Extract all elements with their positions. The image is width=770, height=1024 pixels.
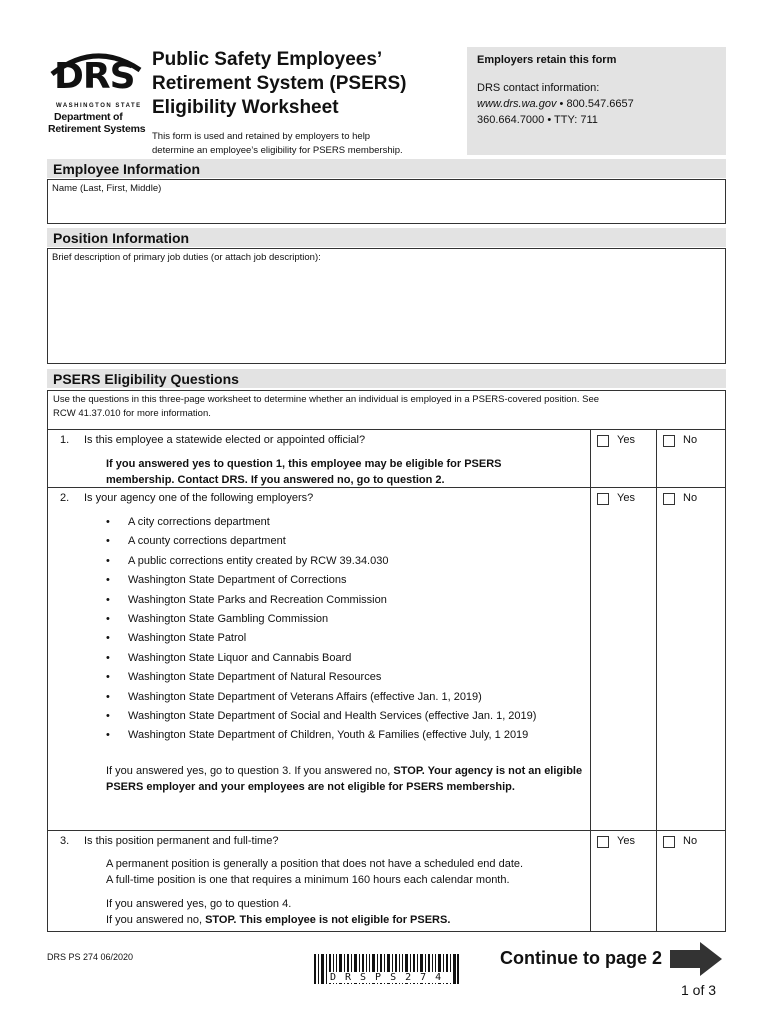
question-3-no-label: No xyxy=(683,835,698,847)
question-3-no-cell xyxy=(657,831,725,932)
form-intro-line-1: This form is used and retained by employers to help xyxy=(152,131,371,142)
question-2-yes-cell xyxy=(591,488,657,830)
question-2-no-label: No xyxy=(683,492,698,504)
question-1-main xyxy=(48,430,591,487)
barcode xyxy=(314,954,459,984)
question-3-yes-label: Yes xyxy=(617,835,635,847)
question-2-text: Is your agency one of the following employers? xyxy=(84,492,314,504)
phone-local-tty: 360.664.7000 • TTY: 711 xyxy=(477,114,598,126)
job-duties-field[interactable] xyxy=(47,248,726,364)
website-link[interactable]: www.drs.wa.gov xyxy=(477,98,557,110)
question-1-note-line-2: membership. Contact DRS. If you answered no, go to question 2. xyxy=(106,474,445,486)
form-intro-line-2: determine an employee’s eligibility for PSERS membership. xyxy=(152,145,403,156)
question-1-yes-cell xyxy=(591,430,657,487)
contact-label: DRS contact information: xyxy=(477,82,600,94)
question-1-no-cell xyxy=(657,430,725,487)
list-item: • Washington State Liquor and Cannabis Board xyxy=(106,650,590,666)
question-2-no-checkbox[interactable] xyxy=(663,493,675,505)
question-2-main xyxy=(48,488,591,830)
arrow-right-icon xyxy=(670,942,722,976)
question-3-instructions xyxy=(106,896,586,928)
question-2-note xyxy=(106,763,586,795)
question-3-main xyxy=(48,831,591,932)
question-3-no-stop: STOP. This employee is not eligible for PSERS. xyxy=(205,914,451,926)
question-3-def-fulltime: A full-time position is one that requires a minimum 160 hours each calendar month. xyxy=(106,874,510,886)
question-3-yes-checkbox[interactable] xyxy=(597,836,609,848)
barcode-text: DRSPS274 xyxy=(330,972,451,983)
question-3-yes-instruction: If you answered yes, go to question 4. xyxy=(106,898,292,910)
list-item: • Washington State Department of Corrections xyxy=(106,572,590,588)
logo-state: WASHINGTON STATE xyxy=(56,103,142,109)
question-3-number: 3. xyxy=(60,835,70,847)
employee-name-label: Name (Last, First, Middle) xyxy=(52,183,162,194)
question-3-no-plain: If you answered no, xyxy=(106,914,206,926)
question-3-text: Is this position permanent and full-time? xyxy=(84,835,279,847)
question-1-row xyxy=(48,430,725,488)
retain-notice: Employers retain this form xyxy=(477,54,617,66)
question-1-note-line-1: If you answered yes to question 1, this employee may be eligible for PSERS xyxy=(106,458,502,470)
logo-dept-line2: Retirement Systems xyxy=(48,123,146,135)
question-1-text: Is this employee a statewide elected or appointed official? xyxy=(84,434,366,446)
question-3-definitions xyxy=(106,856,586,888)
question-3-yes-cell xyxy=(591,831,657,932)
question-2-row xyxy=(48,488,725,831)
list-item: • A city corrections department xyxy=(106,514,590,530)
question-1-yes-label: Yes xyxy=(617,434,635,446)
question-2-note-plain: If you answered yes, go to question 3. If you answered no, xyxy=(106,765,394,777)
question-3-row xyxy=(48,831,725,932)
drs-logo xyxy=(48,46,144,138)
contact-box xyxy=(467,47,726,155)
question-2-yes-checkbox[interactable] xyxy=(597,493,609,505)
list-item: • Washington State Department of Veterans Affairs (effective Jan. 1, 2019) xyxy=(106,689,590,705)
contact-info xyxy=(477,80,716,128)
list-item: • Washington State Department of Social and Health Services (effective Jan. 1, 2019) xyxy=(106,708,590,724)
page-number: 1 of 3 xyxy=(681,982,717,998)
logo-abbr: DRS xyxy=(54,56,135,97)
question-1-note xyxy=(106,456,586,488)
questions-table xyxy=(47,429,726,932)
list-item: • Washington State Parks and Recreation Commission xyxy=(106,592,590,608)
form-title-line-1: Public Safety Employees’ xyxy=(152,49,383,70)
list-item: • Washington State Gambling Commission xyxy=(106,611,590,627)
list-item: • A public corrections entity created by RCW 39.34.030 xyxy=(106,553,590,569)
eligible-employer-list xyxy=(106,514,590,747)
form-intro xyxy=(152,130,462,158)
logo-dept-line1: Department of xyxy=(54,111,123,123)
question-2-no-cell xyxy=(657,488,725,830)
position-section-heading: Position Information xyxy=(47,228,726,247)
list-item: • Washington State Patrol xyxy=(106,630,590,646)
question-3-no-instruction xyxy=(106,912,586,928)
question-2-number: 2. xyxy=(60,492,70,504)
phone-toll-free: • 800.547.6657 xyxy=(556,98,634,110)
question-1-yes-checkbox[interactable] xyxy=(597,435,609,447)
question-1-number: 1. xyxy=(60,434,70,446)
employee-name-field[interactable] xyxy=(47,179,726,224)
list-item: • Washington State Department of Natural Resources xyxy=(106,669,590,685)
employee-section-heading: Employee Information xyxy=(47,159,726,178)
list-item: • A county corrections department xyxy=(106,533,590,549)
form-id: DRS PS 274 06/2020 xyxy=(47,952,134,962)
psers-intro-line-1: Use the questions in this three-page worksheet to determine whether an individual is employed in a PSERS-covered position. See xyxy=(53,394,600,405)
form-title-block xyxy=(152,48,462,158)
question-2-yes-label: Yes xyxy=(617,492,635,504)
psers-intro xyxy=(47,390,726,429)
form-title-line-3: Eligibility Worksheet xyxy=(152,97,339,118)
question-2-note-stop: STOP. Your agency is not an eligible PSERS employer and your employees are not eligible for PSERS membership. xyxy=(106,765,583,793)
job-duties-label: Brief description of primary job duties (or attach job description): xyxy=(52,252,321,263)
question-3-no-checkbox[interactable] xyxy=(663,836,675,848)
continue-label: Continue to page 2 xyxy=(500,948,662,968)
question-1-no-checkbox[interactable] xyxy=(663,435,675,447)
list-item: • Washington State Department of Children, Youth & Families (effective July, 1 2019 xyxy=(106,727,590,743)
psers-section-heading: PSERS Eligibility Questions xyxy=(47,369,726,388)
question-3-def-permanent: A permanent position is generally a position that does not have a scheduled end date. xyxy=(106,858,524,870)
psers-intro-line-2: RCW 41.37.010 for more information. xyxy=(53,408,211,419)
contact-web-phone xyxy=(477,96,716,112)
question-1-no-label: No xyxy=(683,434,698,446)
form-title-line-2: Retirement System (PSERS) xyxy=(152,73,407,94)
